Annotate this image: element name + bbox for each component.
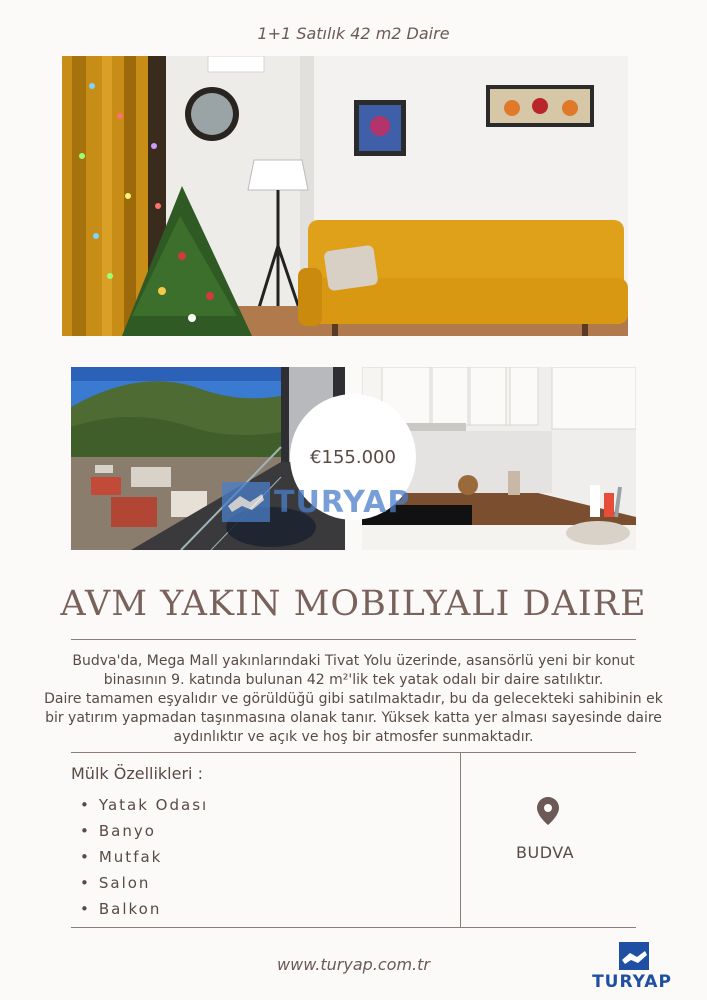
description-line: bir yatırım yapmadan taşınmasına olanak tanır. Yüksek katta yer alması sayesinde daire <box>45 710 662 726</box>
price-badge: €155.000 <box>290 394 416 520</box>
description-line: aydınlıktır ve açık ve hoş bir atmosfer sunmaktadır. <box>173 729 534 745</box>
logo-text: TURYAP <box>592 972 672 992</box>
listing-subtitle: 1+1 Satılık 42 m2 Daire <box>257 24 450 43</box>
living-room-photo <box>62 56 628 336</box>
headline-divider <box>71 639 636 640</box>
features-title: Mülk Özellikleri : <box>71 764 203 783</box>
website-link[interactable]: www.turyap.com.tr <box>277 955 430 974</box>
feature-item: • Banyo <box>80 822 208 848</box>
section-divider-bottom <box>71 927 636 928</box>
turyap-watermark <box>222 478 472 526</box>
description-line: binasının 9. katında bulunan 42 m²'lik tek yatak odalı bir daire satılıktır. <box>103 672 604 688</box>
feature-item: • Mutfak <box>80 848 208 874</box>
column-divider <box>460 752 461 928</box>
map-pin-icon <box>537 797 559 825</box>
turyap-logo <box>582 942 682 994</box>
location-city: BUDVA <box>516 843 575 862</box>
watermark-text: TURYAP <box>274 484 411 520</box>
listing-headline: AVM YAKIN MOBILYALI DAIRE <box>60 584 647 624</box>
section-divider-top <box>71 752 636 753</box>
description-line: Budva'da, Mega Mall yakınlarındaki Tivat Yolu üzerinde, asansörlü yeni bir konut <box>72 653 635 669</box>
description-line: Daire tamamen eşyalıdır ve görüldüğü gibi satılmaktadır, bu da gelecekteki sahibinin ek <box>44 691 663 707</box>
feature-item: • Salon <box>80 874 208 900</box>
listing-description <box>30 652 677 747</box>
feature-item: • Yatak Odası <box>80 796 208 822</box>
handshake-logo-icon <box>222 482 270 522</box>
feature-item: • Balkon <box>80 900 208 926</box>
features-list <box>80 796 208 926</box>
